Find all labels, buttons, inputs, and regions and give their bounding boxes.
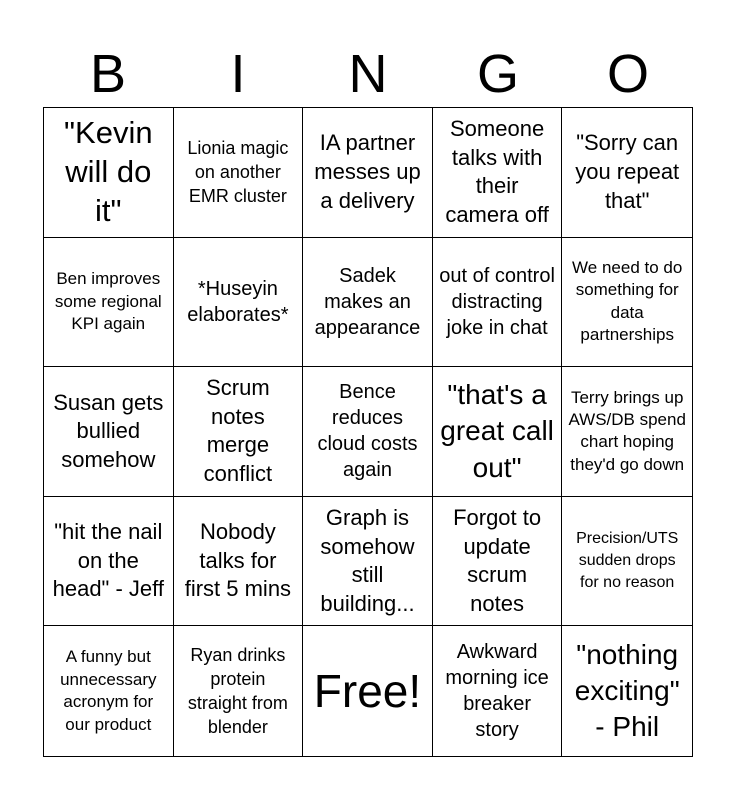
bingo-cell[interactable]: "nothing exciting" - Phil xyxy=(574,638,680,743)
bingo-cell[interactable]: "Kevin will do it" xyxy=(44,108,174,238)
free-space-cell[interactable]: Free! xyxy=(303,626,433,756)
bingo-cell[interactable]: Forgot to update scrum notes xyxy=(433,497,563,627)
bingo-cell[interactable]: IA partner messes up a delivery xyxy=(303,108,433,238)
bingo-cell[interactable]: Ben improves some regional KPI again xyxy=(44,238,174,368)
bingo-cell[interactable]: Someone talks with their camera off xyxy=(433,108,563,238)
bingo-cell[interactable]: Nobody talks for first 5 mins xyxy=(174,497,304,627)
bingo-board xyxy=(43,107,693,757)
bingo-header xyxy=(43,44,693,104)
bingo-cell[interactable]: *Huseyin elaborates* xyxy=(174,238,304,368)
bingo-cell[interactable]: Bence reduces cloud costs again xyxy=(303,367,433,497)
bingo-cell[interactable]: Precision/UTS sudden drops for no reason xyxy=(562,497,692,627)
bingo-cell[interactable]: "that's a great call out" xyxy=(433,367,563,497)
header-letter-g: G xyxy=(476,44,519,104)
bingo-cell[interactable]: Ryan drinks protein straight from blender xyxy=(174,626,304,756)
bingo-cell[interactable]: Graph is somehow still building... xyxy=(303,497,433,627)
bingo-cell[interactable]: Susan gets bullied somehow xyxy=(44,367,174,497)
bingo-cell[interactable]: Sadek makes an appearance xyxy=(303,238,433,368)
bingo-cell[interactable]: "Sorry can you repeat that" xyxy=(562,108,692,238)
bingo-cell[interactable]: A funny but unnecessary acronym for our product xyxy=(44,626,174,756)
bingo-cell[interactable]: "hit the nail on the head" - Jeff xyxy=(44,497,174,627)
header-letter-b: B xyxy=(89,44,127,104)
bingo-cell[interactable]: We need to do something for data partnerships xyxy=(562,238,692,368)
bingo-cell[interactable]: out of control distracting joke in chat xyxy=(433,238,563,368)
bingo-cell[interactable]: Terry brings up AWS/DB spend chart hoping they'd go down xyxy=(562,367,692,497)
bingo-cell[interactable]: Awkward morning ice breaker story xyxy=(433,626,563,756)
header-letter-n: N xyxy=(348,44,388,104)
header-letter-i: I xyxy=(230,44,246,104)
bingo-cell[interactable]: Scrum notes merge conflict xyxy=(174,367,304,497)
header-letter-o: O xyxy=(606,44,649,104)
bingo-cell[interactable]: Lionia magic on another EMR cluster xyxy=(174,108,304,238)
